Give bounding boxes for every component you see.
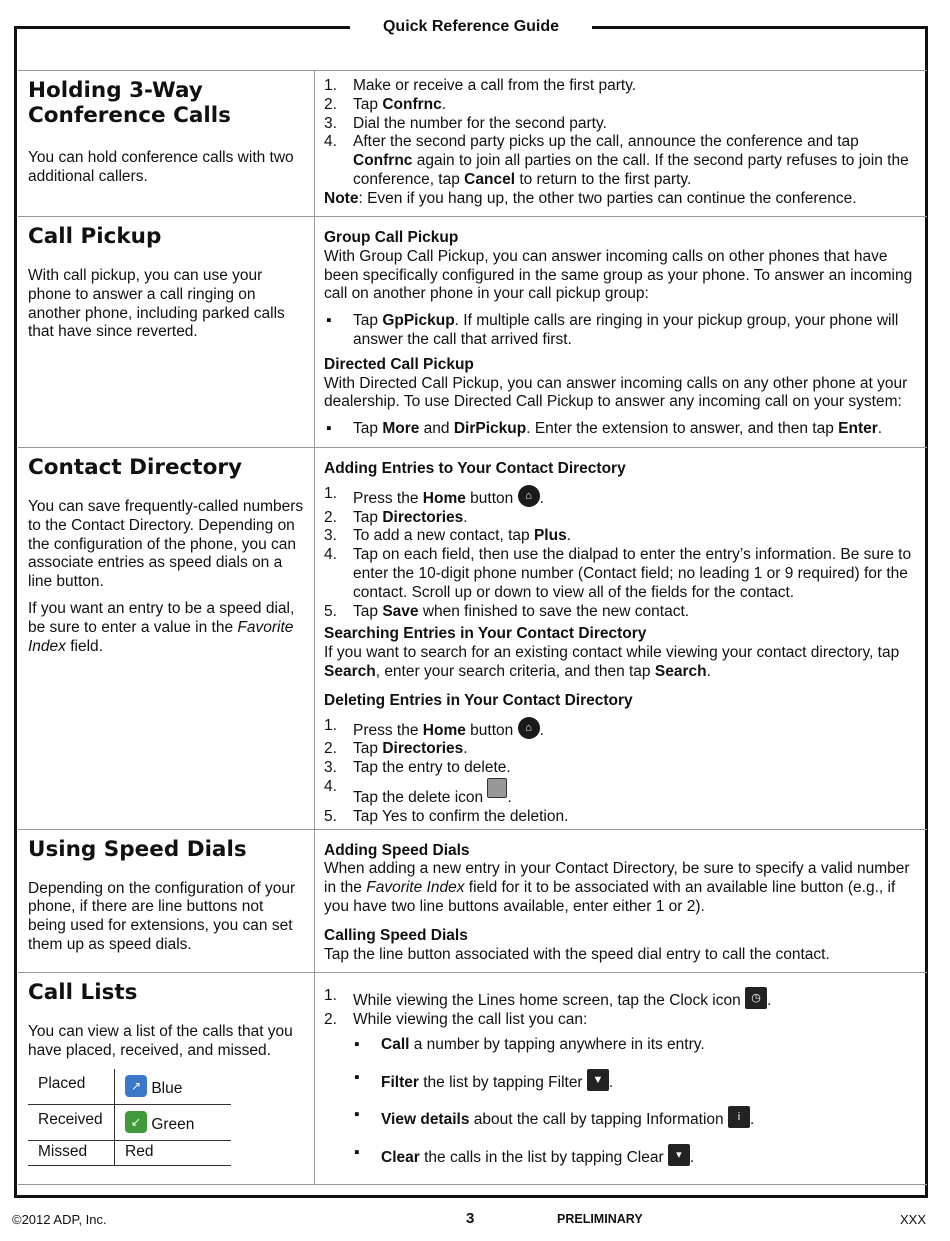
call-list-steps	[324, 987, 917, 1030]
clear-icon: ▾	[668, 1144, 690, 1166]
list-item: ▪ View details about the call by tapping Information i .	[352, 1106, 917, 1130]
legend-value: Blue	[151, 1079, 183, 1097]
footer-copyright: ©2012 ADP, Inc.	[12, 1212, 107, 1227]
legend-row	[28, 1140, 231, 1165]
legend-row	[28, 1104, 231, 1140]
list-item: ▪ Call a number by tapping anywhere in its entry.	[352, 1036, 917, 1055]
list-item: ▪ Filter the list by tapping Filter ▼ .	[352, 1069, 917, 1093]
step: 4. Tap the delete icon .	[324, 777, 512, 806]
delete-icon	[487, 778, 507, 798]
footer-code: XXX	[900, 1212, 927, 1227]
conference-steps	[324, 77, 917, 190]
subsection-title: Adding Speed Dials	[324, 841, 470, 859]
list-item: ▪ Tap More and DirPickup. Enter the extension to answer, and then tap Enter.	[324, 420, 917, 439]
subsection-text: With Directed Call Pickup, you can answer incoming calls on any other phone at your dealership. To use Directed Call Pickup to answer any incoming call on your system:	[324, 374, 908, 411]
footer-status: PRELIMINARY	[557, 1212, 643, 1226]
footer-page-number: 3	[466, 1210, 475, 1227]
step: 3. To add a new contact, tap Plus.	[324, 527, 571, 545]
call-list-actions	[352, 1036, 917, 1168]
legend-value: Red	[125, 1142, 154, 1160]
section-title: Using Speed Dials	[28, 836, 247, 862]
directed-pickup-list	[324, 420, 917, 439]
subsection-title: Searching Entries in Your Contact Directory	[324, 625, 647, 643]
clock-icon: ◷	[745, 987, 767, 1009]
legend-row	[28, 1069, 231, 1105]
list-item: ▪ Tap GpPickup. If multiple calls are ringing in your pickup group, your phone will answer the call that arrived first.	[324, 312, 917, 350]
section-title: Holding 3-Way Conference Calls	[28, 78, 231, 128]
section-description: You can view a list of the calls that you have placed, received, and missed.	[28, 1023, 293, 1060]
section-title: Call Pickup	[28, 224, 162, 249]
subsection-text: Tap the line button associated with the speed dial entry to call the contact.	[324, 945, 830, 963]
note: Note: Even if you hang up, the other two parties can continue the conference.	[324, 189, 857, 207]
section-call-lists	[18, 973, 927, 1185]
list-item: ▪ Clear the calls in the list by tapping Clear ▾ .	[352, 1144, 917, 1168]
section-description: You can hold conference calls with two additional callers.	[28, 149, 294, 185]
legend-label: Placed	[28, 1069, 115, 1105]
section-contact-directory	[18, 447, 927, 829]
page-title: Quick Reference Guide	[350, 15, 592, 39]
step: 2. Tap Directories.	[324, 740, 468, 758]
delete-entry-steps	[324, 717, 917, 827]
section-title: Call Lists	[28, 980, 138, 1006]
section-call-pickup	[18, 217, 927, 448]
step: 1. Make or receive a call from the first party.	[324, 77, 637, 94]
section-description: If you want an entry to be a speed dial, be sure to enter a value in the Favorite Index field.	[28, 599, 295, 655]
legend-label: Missed	[28, 1140, 115, 1165]
subsection-text: With Group Call Pickup, you can answer incoming calls on other phones that have been specifically configured in the same group as your phone. To answer an incoming call on another phone in your call pickup group:	[324, 247, 913, 303]
home-icon: ⌂	[518, 717, 540, 739]
filter-icon: ▼	[587, 1069, 609, 1091]
step: 1. Press the Home button ⌂ .	[324, 484, 544, 507]
step: 4. After the second party picks up the call, announce the conference and tap Confrnc again to join all parties on the call. If the second party refuses to join the conference, tap Cancel to return to the first party.	[324, 133, 909, 188]
step: 2. Tap Confrnc.	[324, 95, 447, 113]
home-icon: ⌂	[518, 485, 540, 507]
section-description: With call pickup, you can use your phone to answer a call ringing on another phone, including parked calls that have since reverted.	[28, 267, 285, 341]
step: 2. Tap Directories.	[324, 508, 468, 526]
step: 5. Tap Save when finished to save the new contact.	[324, 602, 690, 620]
step: 5. Tap Yes to confirm the deletion.	[324, 807, 569, 825]
call-type-legend	[28, 1069, 231, 1166]
placed-arrow-icon: ↗	[125, 1075, 147, 1097]
subsection-title: Directed Call Pickup	[324, 355, 474, 373]
step: 3. Dial the number for the second party.	[324, 114, 607, 132]
subsection-title: Group Call Pickup	[324, 229, 459, 246]
reference-table	[18, 70, 927, 1185]
subsection-title: Deleting Entries in Your Contact Directory	[324, 691, 633, 709]
subsection-title: Calling Speed Dials	[324, 926, 468, 944]
section-title: Contact Directory	[28, 454, 242, 480]
group-pickup-list	[324, 312, 917, 350]
step: 1. While viewing the Lines home screen, tap the Clock icon ◷ .	[324, 987, 772, 1010]
section-description: Depending on the configuration of your phone, if there are line buttons not being used for extensions, you can set them up as speed dials.	[28, 879, 296, 953]
information-icon: i	[728, 1106, 750, 1128]
subsection-title: Adding Entries to Your Contact Directory	[324, 459, 626, 477]
step: 3. Tap the entry to delete.	[324, 759, 511, 777]
step: 4. Tap on each field, then use the dialpad to enter the entry’s information. Be sure to enter the 10-digit phone number (Contact field; no leading 1 or 9 required) for the contact. Scroll up or down to view all of the fields for the contact.	[324, 546, 912, 601]
subsection-text: If you want to search for an existing contact while viewing your contact directory, tap Search, enter your search criteria, and then tap Search.	[324, 644, 900, 680]
legend-label: Received	[28, 1104, 115, 1140]
subsection-text: When adding a new entry in your Contact Directory, be sure to specify a valid number in the Favorite Index field for it to be associated with an available line button (e.g., if you have two line buttons available, enter either 1 or 2).	[324, 860, 910, 915]
section-conference	[18, 71, 927, 217]
legend-value: Green	[151, 1115, 195, 1133]
step: 2. While viewing the call list you can:	[324, 1011, 588, 1029]
received-arrow-icon: ↙	[125, 1111, 147, 1133]
section-speed-dials	[18, 829, 927, 973]
section-description: You can save frequently-called numbers to the Contact Directory. Depending on the configuration of the phone, you can associate entries as speed dials on a line button.	[28, 497, 304, 591]
step: 1. Press the Home button ⌂ .	[324, 716, 544, 739]
add-entry-steps	[324, 485, 917, 622]
